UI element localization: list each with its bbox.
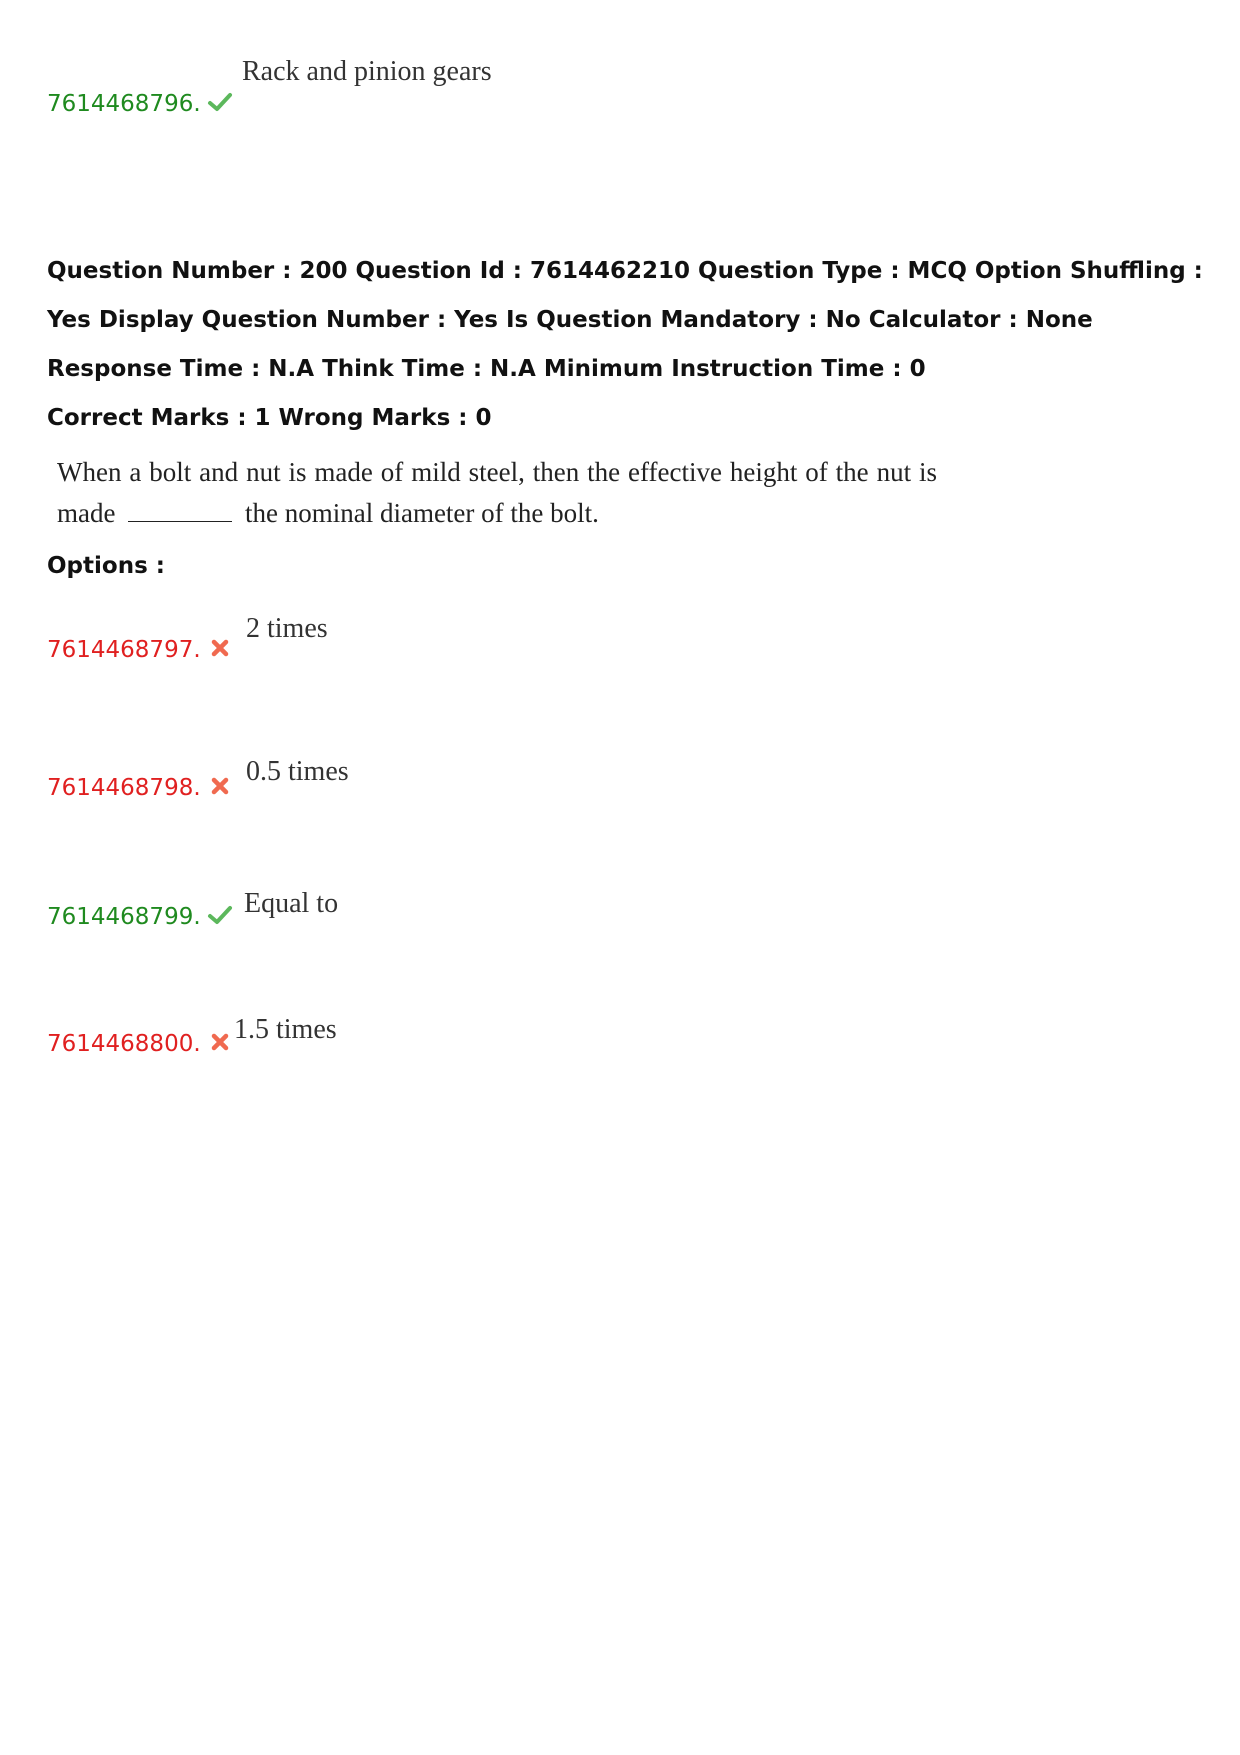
cross-icon (207, 1030, 233, 1056)
option-text: 1.5 times (234, 1014, 337, 1045)
options-label: Options : (47, 553, 165, 579)
cross-icon (207, 636, 233, 662)
cross-icon (207, 774, 233, 800)
option-id: 7614468796. (47, 91, 201, 117)
option-id: 7614468797. (47, 637, 201, 663)
option-text: Rack and pinion gears (242, 56, 492, 87)
question-text (57, 452, 937, 534)
question-meta: Question Number : 200 Question Id : 7614462210 Question Type : MCQ Option Shuffling : Yes Display Question Number : Yes Is Question Mandatory : No Calculator : None Response Time : N.A Think Time : N.A Minimum Instruction Time : 0 (47, 258, 1203, 382)
option-text: Equal to (244, 888, 339, 919)
option-row-prev (47, 90, 233, 118)
option-row (47, 903, 233, 931)
check-icon (207, 903, 233, 929)
marks-info: Correct Marks : 1 Wrong Marks : 0 (47, 405, 492, 431)
question-text-part1: When a bolt and nut is made of mild steel, then the effective height of the nut is made (57, 457, 937, 528)
option-row (47, 1030, 233, 1058)
option-row (47, 774, 233, 802)
option-text: 2 times (246, 613, 328, 644)
option-id: 7614468800. (47, 1031, 201, 1057)
question-text-part2: the nominal diameter of the bolt. (244, 498, 599, 528)
option-text: 0.5 times (246, 756, 349, 787)
blank-line (128, 499, 232, 522)
option-row (47, 636, 233, 664)
check-icon (207, 90, 233, 116)
option-id: 7614468798. (47, 775, 201, 801)
option-id: 7614468799. (47, 904, 201, 930)
